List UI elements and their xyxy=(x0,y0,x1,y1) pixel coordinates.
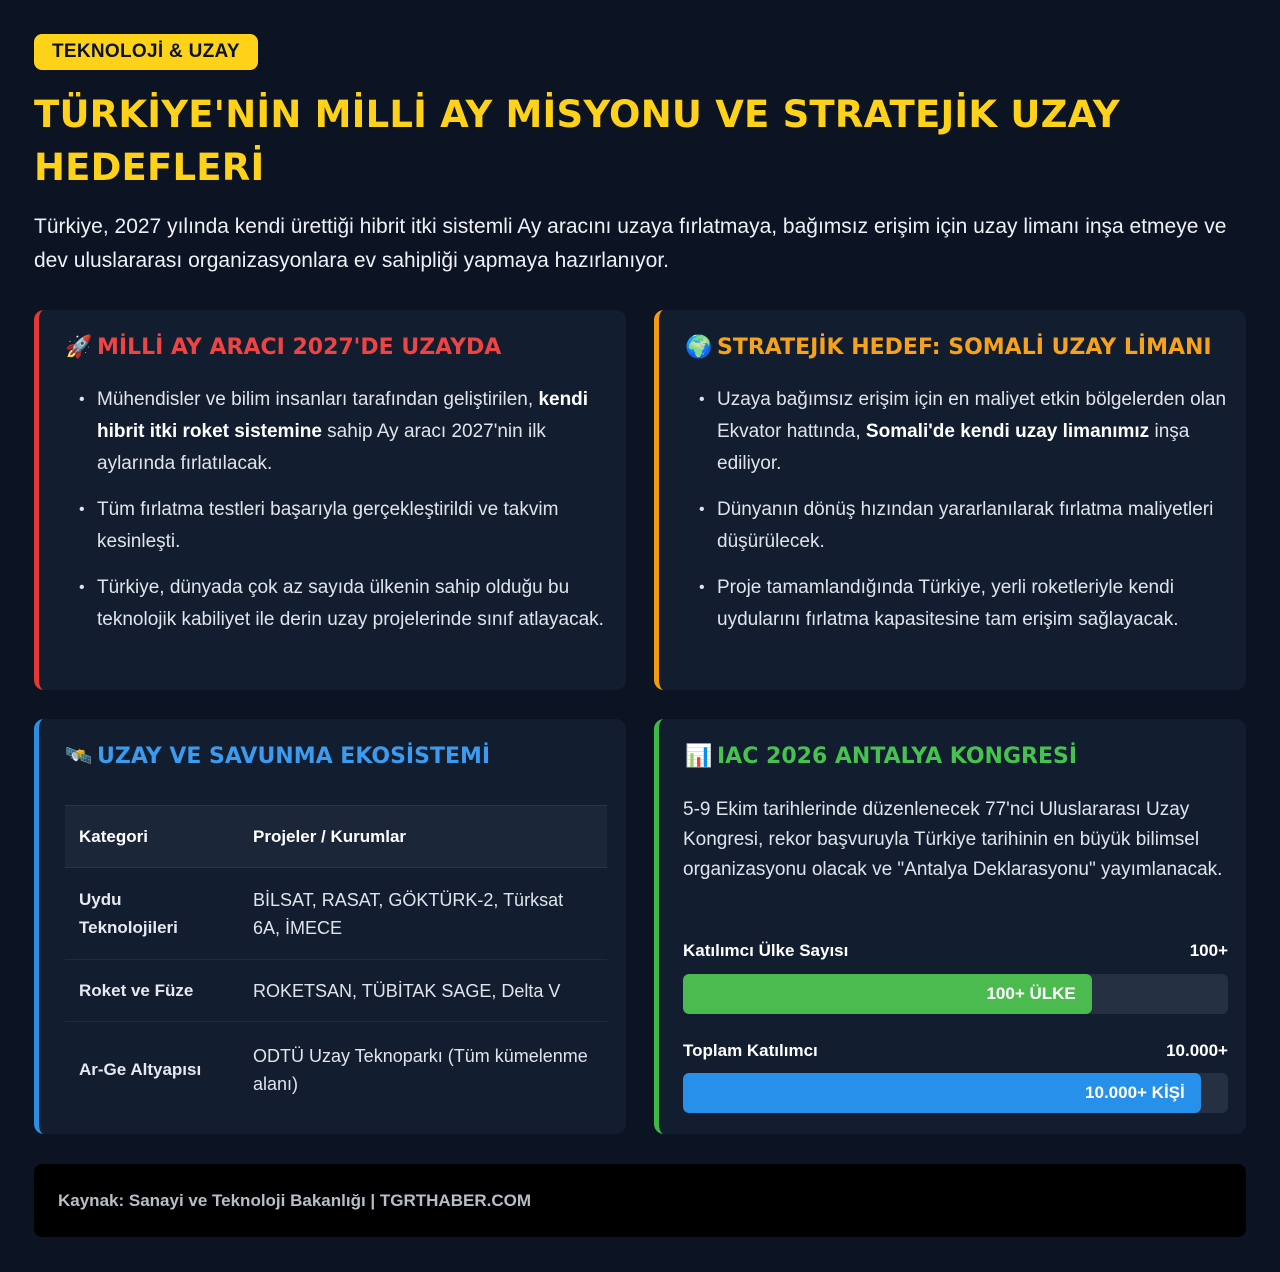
list-item xyxy=(77,384,607,480)
stat-countries xyxy=(683,941,1228,961)
table-row xyxy=(65,1022,607,1118)
list-item: • Tüm fırlatma testleri başarıyla gerçekleştirildi ve takvim kesinleşti. xyxy=(77,494,607,558)
progress-bar-participants xyxy=(683,1073,1228,1113)
bullet-highlight: Somali'de kendi uzay limanımız xyxy=(865,421,1150,442)
bullet-text: Uzaya bağımsız erişim için en maliyet etkin bölgelerden olan Ekvator hattında, xyxy=(717,389,1227,442)
satellite-icon: 🛰️ xyxy=(65,744,93,769)
rocket-icon: 🚀 xyxy=(65,335,93,360)
lead-paragraph: Türkiye, 2027 yılında kendi ürettiği hibrit itki sistemli Ay aracını uzaya fırlatmaya, bağımsız erişim için uzay limanı inşa etmeye ve dev uluslararası organizasyonlara ev sahipliği yapmaya hazırlanıyor. xyxy=(34,215,1227,272)
bullet-text: inşa ediliyor. xyxy=(717,421,1190,474)
progress-fill: 100+ ÜLKE xyxy=(683,974,1092,1014)
table-cell-items: BİLSAT, RASAT, GÖKTÜRK-2, Türksat 6A, İMECE xyxy=(239,868,607,960)
progress-fill: 10.000+ KİŞİ xyxy=(683,1073,1201,1113)
bar-chart-icon: 📊 xyxy=(685,744,713,769)
page-title: TÜRKİYE'NİN MİLLİ AY MİSYONU VE STRATEJİK UZAY HEDEFLERİ xyxy=(34,93,1120,189)
ecosystem-card xyxy=(34,719,626,1134)
moon-mission-title xyxy=(65,332,501,364)
table-row xyxy=(65,868,607,960)
category-badge: TEKNOLOJİ & UZAY xyxy=(34,34,258,70)
list-item xyxy=(697,384,1227,480)
list-item: • Türkiye, dünyada çok az sayıda ülkenin sahip olduğu bu teknolojik kabiliyet ile derin uzay projelerinde sınıf atlayacak. xyxy=(77,572,607,636)
column-header: Kategori xyxy=(65,806,239,868)
table-cell-category: Uydu Teknolojileri xyxy=(65,868,239,960)
moon-mission-list xyxy=(77,384,607,650)
spaceport-card xyxy=(654,310,1246,690)
ecosystem-title-text: UZAY VE SAVUNMA EKOSİSTEMİ xyxy=(97,744,491,769)
globe-icon: 🌍 xyxy=(685,335,713,360)
table-cell-items: ODTÜ Uzay Teknoparkı (Tüm kümelenme alanı) xyxy=(253,1045,588,1094)
congress-title-text: IAC 2026 ANTALYA KONGRESİ xyxy=(717,744,1078,769)
stat-value: 10.000+ xyxy=(1166,1041,1228,1060)
bullet-highlight: kendi hibrit itki roket sistemine xyxy=(97,389,589,442)
bullet-text: sahip Ay aracı 2027'nin ilk aylarında fırlatılacak. xyxy=(97,421,546,474)
column-header: Projeler / Kurumlar xyxy=(239,806,607,868)
table-cell-items: ROKETSAN, TÜBİTAK SAGE, Delta V xyxy=(239,960,607,1022)
table-cell-category: Roket ve Füze xyxy=(65,960,239,1022)
stat-label: Katılımcı Ülke Sayısı xyxy=(683,941,849,960)
congress-description: 5-9 Ekim tarihlerinde düzenlenecek 77'nci Uluslararası Uzay Kongresi, rekor başvuruyla Türkiye tarihinin en büyük bilimsel organizasyonu olacak ve "Antalya Deklarasyonu" yayımlanacak. xyxy=(683,799,1223,880)
list-item: • Proje tamamlandığında Türkiye, yerli roketleriyle kendi uydularını fırlatma kapasitesine tam erişim sağlayacak. xyxy=(697,572,1227,636)
stat-label: Toplam Katılımcı xyxy=(683,1041,818,1060)
spaceport-list xyxy=(697,384,1227,650)
moon-mission-title-text: MİLLİ AY ARACI 2027'DE UZAYDA xyxy=(97,335,502,360)
spaceport-title xyxy=(685,332,1212,364)
table-row xyxy=(65,960,607,1022)
table-cell-category: Ar-Ge Altyapısı xyxy=(79,1059,202,1079)
moon-mission-card xyxy=(34,310,626,690)
stat-value: 100+ xyxy=(1189,941,1228,960)
stat-participants xyxy=(683,1041,1228,1061)
progress-bar-countries xyxy=(683,974,1228,1014)
ecosystem-table xyxy=(65,805,607,1118)
table-header-row xyxy=(65,806,607,868)
spaceport-title-text: STRATEJİK HEDEF: SOMALİ UZAY LİMANI xyxy=(717,335,1212,360)
list-item: • Dünyanın dönüş hızından yararlanılarak fırlatma maliyetleri düşürülecek. xyxy=(697,494,1227,558)
ecosystem-title xyxy=(65,741,490,773)
congress-card xyxy=(654,719,1246,1134)
congress-title xyxy=(685,741,1077,773)
source-footer: Kaynak: Sanayi ve Teknoloji Bakanlığı | TGRTHABER.COM xyxy=(34,1164,1246,1237)
bullet-text: Mühendisler ve bilim insanları tarafından geliştirilen, xyxy=(97,389,539,410)
